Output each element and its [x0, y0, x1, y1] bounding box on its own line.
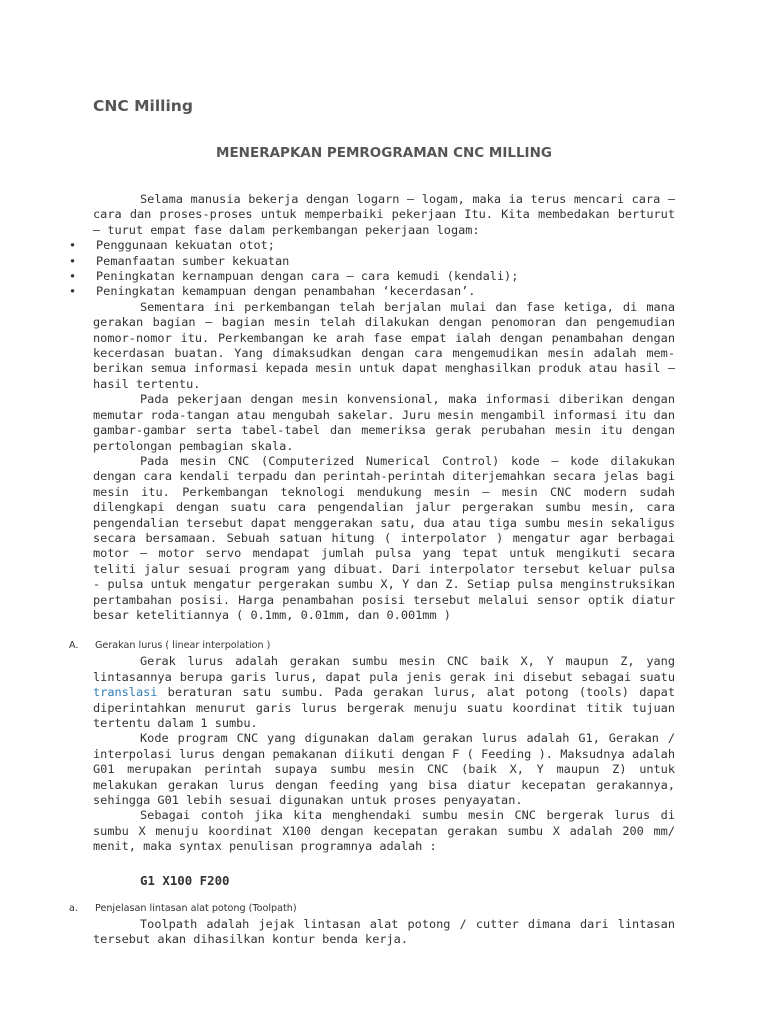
translasi-link[interactable]: translasi	[93, 685, 158, 700]
list-item: • Peningkatan kemampuan dengan penambahan ‘kecerdasan’.	[93, 284, 675, 299]
page-title: MENERAPKAN PEMROGRAMAN CNC MILLING	[216, 145, 552, 161]
intro-paragraph: Selama manusia bekerja dengan logarn – logam, maka ia terus mencari cara – cara dan proses-proses untuk memperbaiki pekerjaan Itu. Kita membedakan berturut – turut empat fase dalam perkembangan pekerjaan logam:	[93, 192, 675, 237]
paragraph: Sebagai contoh jika kita menghendaki sumbu mesin CNC bergerak lurus di sumbu X menuju koordinat X100 dengan kecepatan gerakan sumbu X adalah 200 mm/ menit, maka syntax penulisan programnya adalah :	[93, 808, 675, 854]
paragraph: Sementara ini perkembangan telah berjalan mulai dan fase ketiga, di mana gerakan bagian – bagian mesin telah dilakukan dengan penomoran dan pengemudian nomor-nomor itu. Perkembangan ke arah fase empat ialah dengan penambahan dengan kecerdasan buatan. Yang dimaksudkan dengan cara mengemudikan mesin adalah mem-berikan semua informasi kepada mesin untuk dapat menghasilkan produk atau hasil – hasil tertentu.	[93, 299, 675, 391]
section-marker: a.	[69, 903, 78, 915]
section-marker: A.	[69, 640, 79, 652]
paragraph-text: beraturan satu sumbu. Pada gerakan lurus, alat potong (tools) dapat diperintahkan menurut garis lurus bergerak menuju suatu koordinat titik tujuan tertentu dalam 1 sumbu.	[93, 685, 675, 730]
document-body	[69, 192, 675, 948]
section-a-heading	[69, 639, 675, 652]
section-heading-text: Penjelasan lintasan alat potong (Toolpath)	[95, 903, 297, 915]
paragraph: Pada mesin CNC (Computerized Numerical Control) kode – kode dilakukan dengan cara kendali terpadu dan perintah-perintah diterjemahkan secara jelas bagi mesin itu. Perkembangan teknologi mendukung mesin – mesin CNC modern sudah dilengkapi dengan suatu cara pengendalian jalur pergerakan sumbu mesin, cara pengendalian tersebut dapat menggerakan satu, dua atau tiga sumbu mesin sekaligus secara bersamaan. Sebuah satuan hitung ( interpolator ) mengatur agar berbagai motor – motor servo mendapat jumlah pulsa yang tepat untuk mengikuti secara teliti jalur sesuai program yang dibuat. Dari interpolator tersebut keluar pulsa - pulsa untuk mengatur pergerakan sumbu X, Y dan Z. Setiap pulsa menginstruksikan pertambahan posisi. Harga penambahan posisi tersebut melalui sensor optik diatur besar ketelitiannya ( 0.1mm, 0.01mm, dan 0.001mm )	[93, 453, 675, 622]
subsection-a-heading	[69, 902, 675, 915]
paragraph: Kode program CNC yang digunakan dalam gerakan lurus adalah G1, Gerakan / interpolasi lurus dengan pemakanan diikuti dengan F ( Feeding ). Maksudnya adalah G01 merupakan perintah supaya sumbu mesin CNC (baik X, Y maupun Z) untuk melakukan gerakan lurus dengan feeding yang bisa diatur kecepatan gerakannya, sehingga G01 lebih sesuai digunakan untuk proses penyayatan.	[93, 731, 675, 808]
paragraph-text: Gerak lurus adalah gerakan sumbu mesin CNC baik X, Y maupun Z, yang lintasannya berupa garis lurus, dapat pula jenis gerak ini disebut sebagai suatu	[93, 654, 675, 684]
code-example: G1 X100 F200	[140, 872, 230, 888]
paragraph	[93, 654, 675, 731]
list-item: • Penggunaan kekuatan otot;	[93, 238, 675, 253]
list-item: • Pemanfaatan sumber kekuatan	[93, 254, 675, 269]
list-item: • Peningkatan kernampuan dengan cara – cara kemudi (kendali);	[93, 269, 675, 284]
paragraph: Pada pekerjaan dengan mesin konvensional, maka informasi diberikan dengan memutar roda-tangan atau mengubah sakelar. Juru mesin mengambil informasi itu dan gambar-gambar serta tabel-tabel dan memeriksa gerak perubahan mesin itu dengan pertolongan pembagian skala.	[93, 392, 675, 453]
section-heading-text: Gerakan lurus ( linear interpolation )	[95, 640, 271, 652]
document-header: CNC Milling	[93, 97, 193, 115]
paragraph: Toolpath adalah jejak lintasan alat potong / cutter dimana dari lintasan tersebut akan dihasilkan kontur benda kerja.	[93, 917, 675, 947]
bullet-list	[93, 238, 675, 300]
